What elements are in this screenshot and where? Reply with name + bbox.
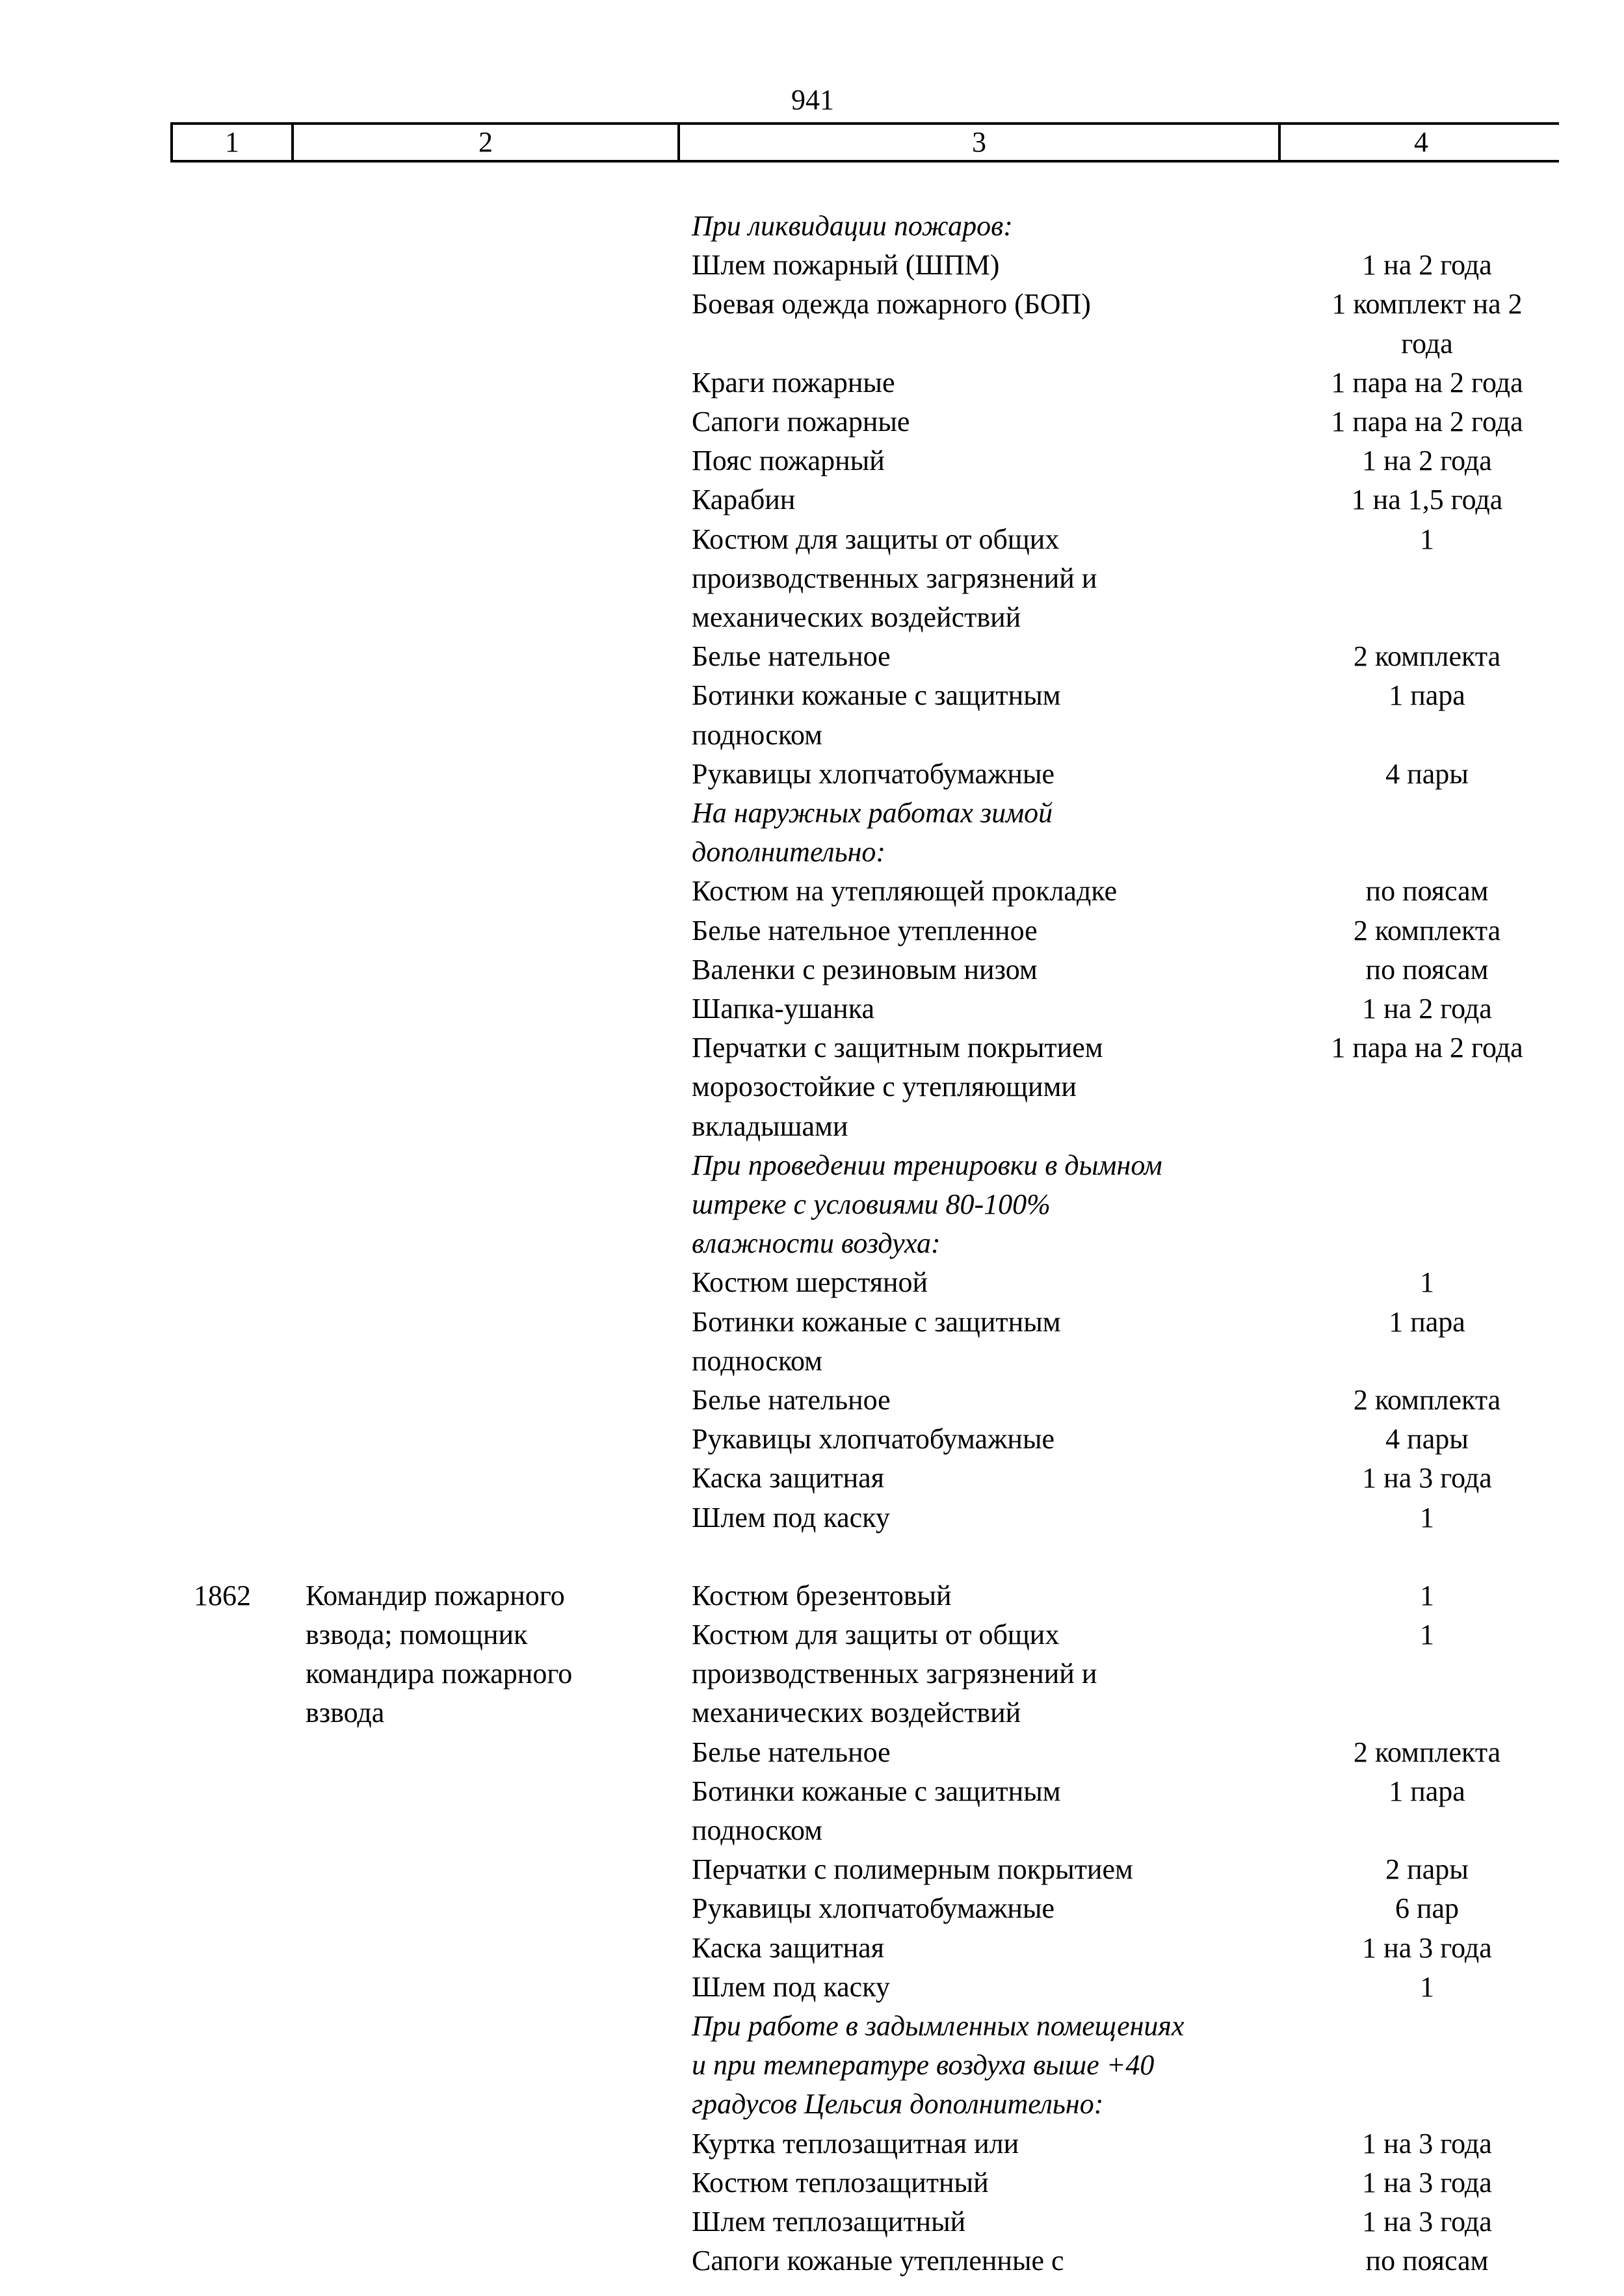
equipment-item: Шлем под каску xyxy=(692,1501,890,1533)
table-row xyxy=(0,1850,1624,1889)
table-row xyxy=(0,285,1624,324)
table-row xyxy=(0,1615,1624,1654)
equipment-item: Белье нательное xyxy=(692,1384,891,1416)
table-row xyxy=(0,1576,1624,1615)
issue-norm: 1 на 2 года xyxy=(1362,249,1492,281)
issue-norm: 1 пара на 2 года xyxy=(1331,406,1523,437)
issue-norm: 1 пара на 2 года xyxy=(1331,1032,1523,1064)
issue-norm: 4 пары xyxy=(1385,757,1469,790)
table-row xyxy=(0,1067,1624,1106)
position-title: Командир пожарного xyxy=(306,1579,565,1611)
table-row xyxy=(0,2241,1624,2280)
issue-norm: 1 xyxy=(1420,1266,1434,1299)
issue-norm: 1 xyxy=(1420,1970,1434,2003)
table-row xyxy=(0,1342,1624,1381)
issue-norm: 1 пара xyxy=(1389,679,1465,712)
header-col-2: 2 xyxy=(478,126,493,158)
issue-norm: 2 пары xyxy=(1385,1853,1469,1886)
equipment-item: Шапка-ушанка xyxy=(692,993,874,1024)
equipment-item: Сапоги пожарные xyxy=(692,406,910,437)
equipment-item: дополнительно: xyxy=(692,836,886,868)
equipment-item: и при температуре воздуха выше +40 xyxy=(692,2049,1155,2081)
equipment-item: Боевая одежда пожарного (БОП) xyxy=(692,288,1091,320)
page-number: 941 xyxy=(791,84,834,116)
table-row xyxy=(0,1146,1624,1185)
table-row xyxy=(0,1459,1624,1498)
equipment-item: производственных загрязнений и xyxy=(692,1658,1097,1690)
equipment-item: подноском xyxy=(692,1814,822,1846)
issue-norm: по поясам xyxy=(1365,875,1489,907)
equipment-item: Костюм для защиты от общих xyxy=(692,523,1060,555)
equipment-item: Ботинки кожаные с защитным xyxy=(692,1305,1061,1338)
equipment-item: При ликвидации пожаров: xyxy=(692,210,1013,242)
table-row xyxy=(0,324,1624,363)
table-row xyxy=(0,480,1624,519)
table-row xyxy=(0,207,1624,246)
equipment-item: Каска защитная xyxy=(692,1462,884,1494)
equipment-item: механических воздействий xyxy=(692,601,1021,633)
table-row xyxy=(0,1929,1624,1968)
table-row xyxy=(0,2085,1624,2124)
equipment-item: Перчатки с защитным покрытием xyxy=(692,1032,1103,1064)
issue-norm: 1 на 3 года xyxy=(1362,1931,1492,1964)
issue-norm: 2 комплекта xyxy=(1353,640,1501,673)
equipment-item: Костюм теплозащитный xyxy=(692,2166,989,2198)
header-col-3: 3 xyxy=(972,126,986,158)
equipment-item: Костюм шерстяной xyxy=(692,1266,928,1299)
issue-norm: 1 xyxy=(1420,1619,1434,1650)
table-row xyxy=(0,794,1624,833)
equipment-item: Каска защитная xyxy=(692,1931,884,1964)
issue-norm: 4 пары xyxy=(1385,1423,1469,1455)
table-row xyxy=(0,1381,1624,1420)
equipment-item: Костюм брезентовый xyxy=(692,1579,952,1611)
table-row xyxy=(0,2124,1624,2163)
table-row xyxy=(0,1303,1624,1342)
issue-norm: 1 на 2 года xyxy=(1362,993,1492,1024)
equipment-item: Белье нательное утепленное xyxy=(692,914,1038,946)
table-row xyxy=(0,2202,1624,2241)
equipment-item: Ботинки кожаные с защитным xyxy=(692,679,1061,712)
equipment-item: Белье нательное xyxy=(692,640,891,673)
equipment-item: Костюм на утепляющей прокладке xyxy=(692,875,1118,907)
table-row xyxy=(0,598,1624,637)
position-title: взвода; помощник xyxy=(306,1619,528,1650)
equipment-item: Костюм для защиты от общих xyxy=(692,1619,1060,1650)
table-row xyxy=(0,1654,1624,1693)
equipment-item: При работе в задымленных помещениях xyxy=(692,2010,1185,2042)
table-row xyxy=(0,520,1624,559)
issue-norm: 1 xyxy=(1420,1501,1434,1533)
table-row xyxy=(0,1498,1624,1537)
equipment-item: штреке с условиями 80-100% xyxy=(692,1188,1051,1220)
issue-norm: по поясам xyxy=(1365,953,1489,985)
item-code: 1862 xyxy=(194,1579,251,1611)
issue-norm: 1 на 3 года xyxy=(1362,2166,1492,2198)
table-row xyxy=(0,950,1624,989)
table-row xyxy=(0,1889,1624,1928)
equipment-item: Шлем теплозащитный xyxy=(692,2206,966,2237)
issue-norm: 2 комплекта xyxy=(1353,914,1501,946)
equipment-item: Карабин xyxy=(692,484,796,516)
issue-norm: 1 на 2 года xyxy=(1362,445,1492,477)
equipment-item: влажности воздуха: xyxy=(692,1227,941,1260)
equipment-item: производственных загрязнений и xyxy=(692,562,1097,594)
equipment-item: Шлем пожарный (ШПМ) xyxy=(692,249,1000,281)
issue-norm: 6 пар xyxy=(1395,1892,1460,1925)
issue-norm: 1 на 1,5 года xyxy=(1351,484,1503,516)
header-col-1: 1 xyxy=(225,126,239,158)
issue-norm: 1 пара на 2 года xyxy=(1331,366,1523,398)
table-row xyxy=(0,1420,1624,1459)
issue-norm: 1 на 3 года xyxy=(1362,2127,1492,2159)
equipment-item: Шлем под каску xyxy=(692,1970,890,2003)
issue-norm: 2 комплекта xyxy=(1353,1736,1501,1768)
equipment-item: Куртка теплозащитная или xyxy=(692,2127,1019,2159)
equipment-item: На наружных работах зимой xyxy=(692,797,1053,829)
table-row xyxy=(0,402,1624,441)
table-row xyxy=(0,1772,1624,1811)
table-row xyxy=(0,1693,1624,1732)
equipment-item: Пояс пожарный xyxy=(692,445,885,477)
table-row xyxy=(0,1263,1624,1302)
equipment-item: Рукавицы хлопчатобумажные xyxy=(692,757,1055,790)
header-col-4: 4 xyxy=(1414,126,1428,158)
equipment-item: Рукавицы хлопчатобумажные xyxy=(692,1423,1055,1455)
table-row xyxy=(0,637,1624,676)
table-row xyxy=(0,872,1624,911)
column-header-table xyxy=(170,122,1559,163)
table-row xyxy=(0,1028,1624,1067)
table-row xyxy=(0,246,1624,285)
issue-norm: года xyxy=(1401,327,1453,359)
table-row xyxy=(0,1733,1624,1772)
equipment-item: Рукавицы хлопчатобумажные xyxy=(692,1892,1055,1925)
issue-norm: по поясам xyxy=(1365,2245,1489,2277)
table-row xyxy=(0,1107,1624,1146)
table-row xyxy=(0,716,1624,755)
equipment-item: вкладышами xyxy=(692,1110,848,1142)
equipment-item: Перчатки с полимерным покрытием xyxy=(692,1853,1133,1886)
table-row xyxy=(0,1185,1624,1224)
position-title: взвода xyxy=(306,1697,385,1729)
table-row xyxy=(0,989,1624,1028)
table-row xyxy=(0,755,1624,794)
issue-norm: 1 комплект на 2 xyxy=(1331,288,1523,320)
issue-norm: 2 комплекта xyxy=(1353,1384,1501,1416)
equipment-item: подноском xyxy=(692,718,822,751)
issue-norm: 1 xyxy=(1420,1579,1434,1611)
equipment-item: механических воздействий xyxy=(692,1697,1021,1729)
table-row xyxy=(0,833,1624,872)
equipment-item: морозостойкие с утепляющими xyxy=(692,1071,1077,1103)
equipment-item: градусов Цельсия дополнительно: xyxy=(692,2088,1104,2120)
issue-norm: 1 на 3 года xyxy=(1362,1462,1492,1494)
equipment-item: Ботинки кожаные с защитным xyxy=(692,1775,1061,1807)
position-title: командира пожарного xyxy=(306,1658,573,1690)
issue-norm: 1 пара xyxy=(1389,1305,1465,1338)
issue-norm: 1 xyxy=(1420,523,1434,555)
issue-norm: 1 пара xyxy=(1389,1775,1465,1807)
issue-norm: 1 на 3 года xyxy=(1362,2206,1492,2237)
table-row xyxy=(0,911,1624,950)
table-row xyxy=(0,2046,1624,2085)
table-row xyxy=(0,1811,1624,1850)
table-row xyxy=(0,2163,1624,2202)
equipment-item: Валенки с резиновым низом xyxy=(692,953,1038,985)
table-row xyxy=(0,1224,1624,1263)
equipment-item: Сапоги кожаные утепленные с xyxy=(692,2245,1064,2277)
table-row xyxy=(0,363,1624,402)
equipment-item: Краги пожарные xyxy=(692,366,895,398)
table-row xyxy=(0,1968,1624,2007)
equipment-item: Белье нательное xyxy=(692,1736,891,1768)
equipment-item: При проведении тренировки в дымном xyxy=(692,1149,1162,1181)
equipment-item: подноском xyxy=(692,1344,822,1377)
table-row xyxy=(0,676,1624,715)
table-row xyxy=(0,559,1624,598)
table-row xyxy=(0,441,1624,480)
table-row xyxy=(0,2007,1624,2046)
